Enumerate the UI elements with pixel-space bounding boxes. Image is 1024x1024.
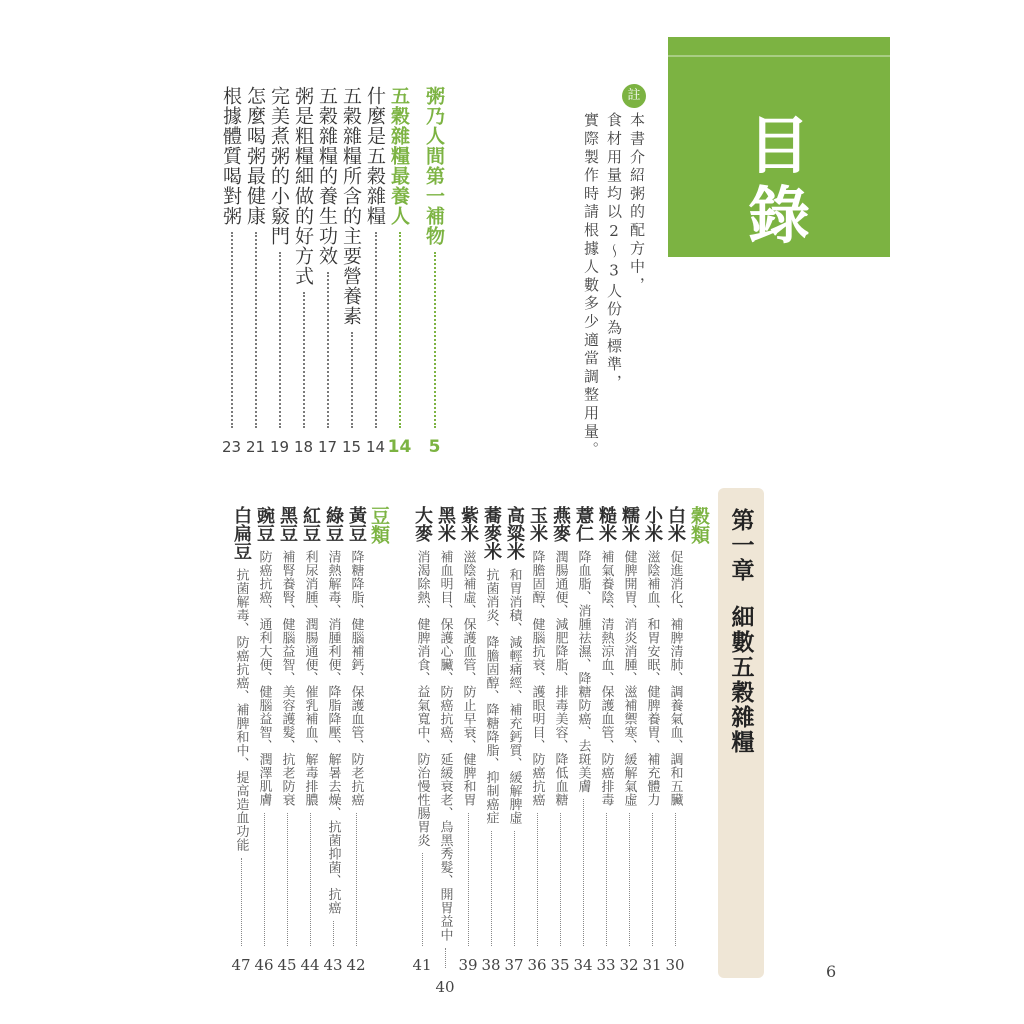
leader-dots (606, 813, 607, 947)
toc-entry[interactable] (432, 506, 458, 996)
entry-page: 31 (642, 956, 662, 974)
toc-item[interactable] (242, 86, 269, 456)
leader-dots (351, 332, 353, 428)
toc-entry[interactable] (593, 506, 619, 974)
toc-item[interactable] (362, 86, 389, 456)
entry-name: 黑米 (435, 506, 456, 542)
toc-item-title: 什麼是五穀雜糧 (364, 86, 386, 226)
toc-item-page: 14 (365, 438, 386, 456)
leader-dots (537, 813, 538, 947)
toc-entry[interactable] (251, 506, 277, 974)
toc-item-page: 18 (293, 438, 314, 456)
leader-dots (629, 813, 630, 947)
toc-item-page: 5 (428, 437, 441, 457)
entry-page: 46 (254, 956, 274, 974)
entry-page: 41 (412, 956, 432, 974)
leader-dots (310, 813, 311, 947)
entry-name: 黃豆 (346, 506, 367, 542)
entry-name: 黑豆 (277, 506, 298, 542)
toc-item-page: 17 (317, 438, 338, 456)
entry-name: 糯米 (619, 506, 640, 542)
toc-entry[interactable] (455, 506, 481, 974)
entry-name: 高粱米 (504, 506, 525, 560)
entry-name: 紅豆 (300, 506, 321, 542)
entry-name: 玉米 (527, 506, 548, 542)
entry-desc: 降糖降脂、健腦補鈣、保護血管、防老抗癌 (348, 550, 364, 807)
entry-desc: 抗菌解毒、防癌抗癌、補脾和中、提高造血功能 (233, 568, 249, 852)
chapter-heading (718, 508, 764, 755)
leader-dots (399, 232, 401, 428)
toc-entry[interactable] (297, 506, 323, 974)
toc-item-title: 五穀雜糧的養生功效 (316, 86, 338, 266)
note-line: 實際製作時請根據人數多少適當調整用量。 (582, 112, 600, 460)
toc-item[interactable] (338, 86, 365, 456)
chapter-title: 細數五穀雜糧 (727, 605, 754, 755)
toc-item[interactable] (314, 86, 341, 456)
entry-desc: 降膽固醇、健腦抗衰、護眼明目、防癌抗癌 (529, 550, 545, 807)
toc-item-page: 21 (245, 438, 266, 456)
leader-dots (514, 831, 515, 947)
entry-page: 45 (277, 956, 297, 974)
entry-page: 47 (231, 956, 251, 974)
leader-dots (491, 831, 492, 947)
toc-entry[interactable] (409, 506, 435, 974)
leader-dots (287, 813, 288, 947)
toc-entry[interactable] (478, 506, 504, 974)
leader-dots (333, 921, 334, 947)
leader-dots (255, 232, 257, 428)
toc-entry[interactable] (639, 506, 665, 974)
entry-desc: 消渴除熱、健脾消食、益氣寬中、防治慢性腸胃炎 (414, 550, 430, 847)
title-char: 錄 (747, 179, 810, 252)
entry-name: 蕎麥米 (481, 506, 502, 560)
toc-item-page: 23 (221, 438, 242, 456)
toc-item[interactable] (218, 86, 245, 456)
toc-item[interactable] (290, 86, 317, 456)
entry-name: 白米 (665, 506, 686, 542)
entry-page: 38 (481, 956, 501, 974)
toc-item-title: 五穀雜糧所含的主要營養素 (340, 86, 362, 326)
toc-item-title: 怎麼喝粥最健康 (244, 86, 266, 226)
leader-dots (445, 948, 446, 968)
entry-page: 33 (596, 956, 616, 974)
leader-dots (434, 252, 436, 428)
entry-desc: 潤腸通便、減肥降脂、排毒美容、降低血糖 (552, 550, 568, 807)
leader-dots (468, 813, 469, 947)
toc-item[interactable] (421, 86, 448, 456)
title-block (668, 37, 890, 257)
entry-page: 40 (435, 977, 455, 996)
toc-entry[interactable] (343, 506, 369, 974)
leader-dots (356, 813, 357, 947)
entry-page: 37 (504, 956, 524, 974)
leader-dots (422, 853, 423, 946)
entry-desc: 防癌抗癌、通利大便、健腦益智、潤澤肌膚 (256, 550, 272, 807)
entry-desc: 利尿消腫、潤腸通便、催乳補血、解毒排膿 (302, 550, 318, 807)
toc-entry[interactable] (501, 506, 527, 974)
chapter-banner (718, 488, 764, 978)
page-title (668, 111, 890, 251)
entry-page: 43 (323, 956, 343, 974)
toc-entry[interactable] (320, 506, 346, 974)
entry-name: 大麥 (412, 506, 433, 542)
entry-desc: 降血脂、消腫祛濕、降糖防癌、去斑美膚 (575, 550, 591, 793)
entry-name: 紫米 (458, 506, 479, 542)
leader-dots (264, 813, 265, 947)
entry-desc: 補血明目、保護心臟、防癌抗癌、延緩衰老、烏黑秀髮、開胃益中 (437, 550, 453, 942)
entry-page: 42 (346, 956, 366, 974)
toc-item-page: 15 (341, 438, 362, 456)
leader-dots (583, 799, 584, 946)
entry-name: 小米 (642, 506, 663, 542)
toc-item-page: 14 (387, 437, 412, 457)
leader-dots (231, 232, 233, 428)
toc-entry[interactable] (228, 506, 254, 974)
leader-dots (652, 813, 653, 947)
toc-item[interactable] (386, 86, 413, 456)
entry-desc: 促進消化、補脾清肺、調養氣血、調和五臟 (667, 550, 683, 807)
toc-entry[interactable] (616, 506, 642, 974)
leader-dots (279, 252, 281, 428)
leader-dots (303, 292, 305, 428)
note-badge-icon: 註 (622, 84, 646, 108)
entry-page: 30 (665, 956, 685, 974)
entry-desc: 補腎養腎、健腦益智、美容護髮、抗老防衰 (279, 550, 295, 807)
entry-desc: 滋陰補血、和胃安眠、健脾養胃、補充體力 (644, 550, 660, 807)
leader-dots (327, 272, 329, 428)
toc-item-title: 粥乃人間第一補物 (423, 86, 445, 246)
leader-dots (675, 813, 676, 947)
toc-item-page: 19 (269, 438, 290, 456)
toc-entry[interactable] (570, 506, 596, 974)
entry-desc: 清熱解毒、消腫利便、降脂降壓、解暑去燥、抗菌抑菌、抗癌 (325, 550, 341, 915)
chapter-label: 第一章 (727, 508, 754, 583)
entry-desc: 和胃消積、減輕痛經、補充鈣質、緩解脾虛 (506, 568, 522, 825)
toc-entry[interactable] (524, 506, 550, 974)
entry-page: 32 (619, 956, 639, 974)
entry-name: 綠豆 (323, 506, 344, 542)
title-char: 目 (747, 109, 810, 182)
page-number: 6 (826, 962, 837, 981)
entry-desc: 健脾開胃、消炎消腫、滋補禦寒、緩解氣虛 (621, 550, 637, 807)
entry-name: 白扁豆 (231, 506, 252, 560)
entry-page: 44 (300, 956, 320, 974)
entry-page: 34 (573, 956, 593, 974)
entry-page: 35 (550, 956, 570, 974)
entry-name: 糙米 (596, 506, 617, 542)
leader-dots (560, 813, 561, 947)
toc-entry[interactable] (662, 506, 688, 974)
toc-item-title: 根據體質喝對粥 (220, 86, 242, 226)
leader-dots (241, 858, 242, 947)
section-heading-beans: 豆類 (368, 506, 390, 544)
note-line: 本書介紹粥的配方中， (628, 112, 646, 295)
entry-name: 燕麥 (550, 506, 571, 542)
leader-dots (375, 232, 377, 428)
entry-page: 39 (458, 956, 478, 974)
entry-name: 豌豆 (254, 506, 275, 542)
toc-item-title: 完美煮粥的小竅門 (268, 86, 290, 246)
entry-desc: 滋陰補虛、保護血管、防止早衰、健脾和胃 (460, 550, 476, 807)
toc-entry[interactable] (274, 506, 300, 974)
entry-desc: 抗菌消炎、降膽固醇、降糖降脂、抑制癌症 (483, 568, 499, 825)
section-heading-grains: 穀類 (688, 506, 710, 544)
toc-item[interactable] (266, 86, 293, 456)
toc-item-title: 粥是粗糧細做的好方式 (292, 86, 314, 286)
toc-item-title: 五穀雜糧最養人 (388, 86, 410, 226)
note-line: 食材用量均以2〜3人份為標準， (605, 112, 623, 393)
entry-page: 36 (527, 956, 547, 974)
toc-entry[interactable] (547, 506, 573, 974)
entry-desc: 補氣養陰、清熱涼血、保護血管、防癌排毒 (598, 550, 614, 807)
entry-name: 薏仁 (573, 506, 594, 542)
